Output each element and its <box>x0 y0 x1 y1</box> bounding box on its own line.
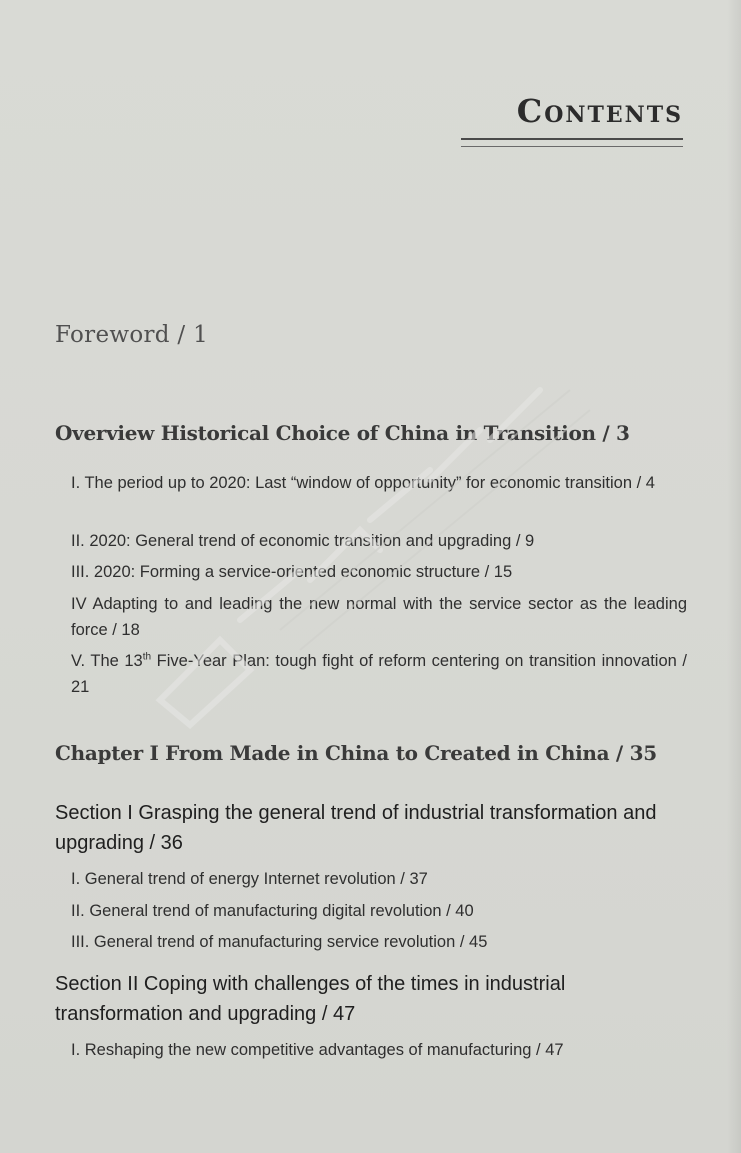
toc-entry-text: V. The 13 <box>71 652 143 670</box>
toc-entry[interactable]: III. 2020: Forming a service-oriented economic structure / 15 <box>71 563 513 581</box>
toc-entry[interactable]: I. General trend of energy Internet revolution / 37 <box>71 870 428 888</box>
toc-overview-title[interactable]: Overview Historical Choice of China in Transition / 3 <box>55 421 630 445</box>
toc-entry[interactable]: II. 2020: General trend of economic transition and upgrading / 9 <box>71 532 535 550</box>
ordinal-suffix: th <box>142 651 152 663</box>
toc-entry[interactable]: II. General trend of manufacturing digital revolution / 40 <box>71 902 474 920</box>
toc-foreword[interactable]: Foreword / 1 <box>55 322 209 348</box>
toc-entry[interactable] <box>71 648 687 700</box>
page-title: Contents <box>516 92 683 130</box>
page-shadow <box>727 0 741 1153</box>
toc-entry[interactable]: IV Adapting to and leading the new normal with the service sector as the leading force / 18 <box>71 595 687 639</box>
toc-section-title[interactable]: Section II Coping with challenges of the times in industrial transformation and upgrading / 47 <box>55 973 566 1025</box>
toc-entry[interactable]: I. Reshaping the new competitive advantages of manufacturing / 47 <box>71 1041 564 1059</box>
toc-entry-text: Five-Year Plan: tough fight of reform centering on transition innovation / 21 <box>71 652 687 696</box>
toc-entry[interactable]: III. General trend of manufacturing service revolution / 45 <box>71 933 488 951</box>
toc-chapter-title[interactable]: Chapter I From Made in China to Created in China / 35 <box>55 741 657 765</box>
toc-entry[interactable]: I. The period up to 2020: Last “window of opportunity” for economic transition / 4 <box>71 474 655 492</box>
toc-section-title[interactable]: Section I Grasping the general trend of industrial transformation and upgrading / 36 <box>55 802 657 854</box>
title-underline <box>461 138 683 147</box>
